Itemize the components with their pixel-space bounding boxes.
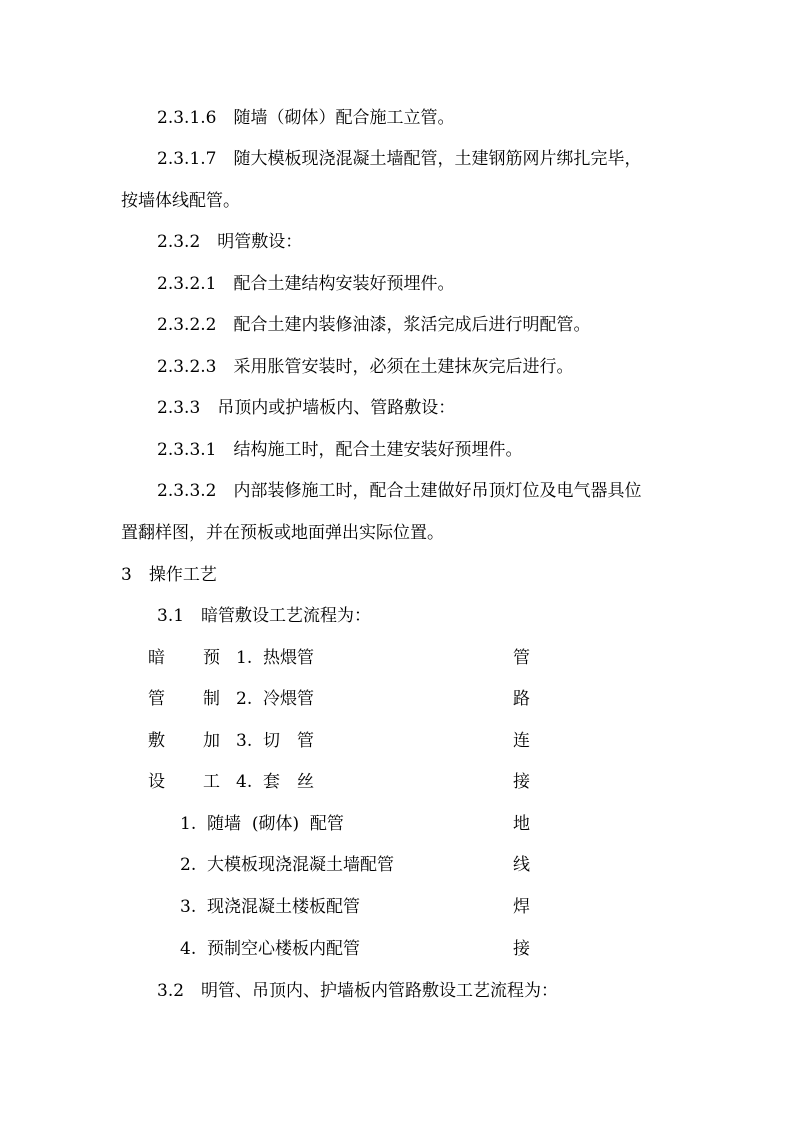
flow-step: 1. 热煨管 — [236, 648, 315, 668]
flow-sub-step: 2. 大模板现浇混凝土墙配管 — [180, 855, 395, 875]
flow-right-char: 接 — [513, 939, 530, 959]
flow-mid-char: 加 — [203, 731, 220, 751]
flow-right-char: 路 — [513, 689, 530, 709]
flow-step: 4. 套 丝 — [236, 772, 315, 792]
flow-sub-step: 3. 现浇混凝土楼板配管 — [180, 897, 361, 917]
flow-right-char: 接 — [513, 772, 530, 792]
flow-sub-step: 4. 预制空心楼板内配管 — [180, 939, 361, 959]
flow-mid-char: 制 — [203, 689, 220, 709]
heading-3-2: 3.2 明管、吊顶内、护墙板内管路敷设工艺流程为： — [157, 981, 559, 1001]
flow-left-char: 设 — [148, 772, 165, 792]
flow-right-char: 焊 — [513, 897, 530, 917]
paragraph-2-3-3-1: 2.3.3.1 结构施工时，配合土建安装好预埋件。 — [157, 440, 523, 460]
paragraph-2-3-2-3: 2.3.2.3 采用胀管安装时，必须在土建抹灰完后进行。 — [157, 357, 574, 377]
heading-2-3-3: 2.3.3 吊顶内或护墙板内、管路敷设： — [157, 398, 456, 418]
heading-3-1: 3.1 暗管敷设工艺流程为： — [157, 606, 372, 626]
flow-sub-step: 1. 随墙 (砌体) 配管 — [180, 814, 344, 834]
paragraph-2-3-3-2: 2.3.3.2 内部装修施工时，配合土建做好吊顶灯位及电气器具位 — [157, 481, 642, 501]
heading-2-3-2: 2.3.2 明管敷设： — [157, 232, 303, 252]
flow-left-char: 敷 — [148, 731, 165, 751]
flow-right-char: 管 — [513, 648, 530, 668]
flow-left-char: 暗 — [148, 648, 165, 668]
flow-step: 2. 冷煨管 — [236, 689, 315, 709]
paragraph-2-3-1-6: 2.3.1.6 随墙（砌体）配合施工立管。 — [157, 108, 455, 128]
flow-step: 3. 切 管 — [236, 731, 315, 751]
paragraph-2-3-2-1: 2.3.2.1 配合土建结构安装好预埋件。 — [157, 274, 455, 294]
flow-right-char: 线 — [513, 855, 530, 875]
flow-mid-char: 工 — [203, 772, 220, 792]
flow-mid-char: 预 — [203, 648, 220, 668]
paragraph-2-3-1-7: 2.3.1.7 随大模板现浇混凝土墙配管，土建钢筋网片绑扎完毕， — [157, 149, 642, 169]
paragraph-2-3-3-2-cont: 置翻样图，并在预板或地面弹出实际位置。 — [121, 523, 444, 543]
flow-right-char: 地 — [513, 814, 530, 834]
flow-left-char: 管 — [148, 689, 165, 709]
flow-right-char: 连 — [513, 731, 530, 751]
paragraph-2-3-2-2: 2.3.2.2 配合土建内装修油漆，浆活完成后进行明配管。 — [157, 315, 591, 335]
section-heading-3: 3 操作工艺 — [121, 565, 217, 585]
paragraph-2-3-1-7-cont: 按墙体线配管。 — [121, 191, 240, 211]
